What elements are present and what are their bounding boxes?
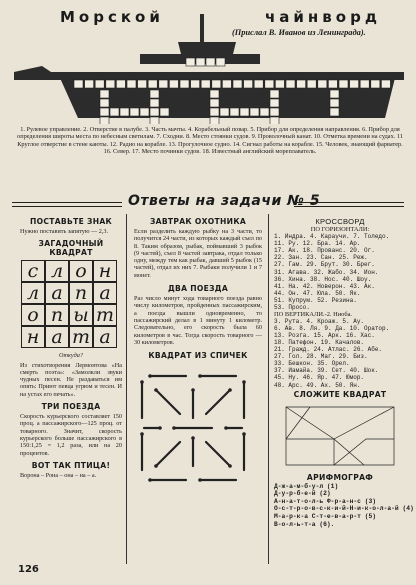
answer-line: В-о-л-ь-т-а (6). bbox=[274, 520, 335, 528]
whence-title: Откуда? bbox=[59, 352, 83, 360]
vertical-title: ПО ВЕРТИКАЛИ.-2. Ниоба. bbox=[274, 310, 353, 318]
answer-line: 45. Ну. 46. Яр. 47. Юмор. bbox=[274, 374, 365, 382]
column-2 bbox=[134, 217, 262, 502]
word-square-cell: н bbox=[21, 326, 45, 348]
word-square-cell: т bbox=[93, 304, 117, 326]
chainword-cell bbox=[95, 80, 104, 88]
answer-line: 37. Иамайа. 39. Сет. 40. Шок. bbox=[274, 367, 379, 375]
column-1 bbox=[20, 217, 122, 479]
matches-title: КВАДРАТ ИЗ СПИЧЕК bbox=[148, 351, 248, 361]
chainword-cell bbox=[307, 80, 316, 88]
chainword-cell bbox=[220, 108, 229, 116]
word-square-cell: о bbox=[21, 304, 45, 326]
sign-text: Нужно поставить запятую — 2,3. bbox=[20, 228, 109, 235]
chainword-cell bbox=[150, 117, 159, 124]
chainword-cell bbox=[381, 80, 390, 88]
chainword-cell bbox=[100, 108, 109, 116]
answer-line: 13. Розга. 15. Арк. 16. Хас. bbox=[274, 332, 375, 340]
answer-line: 22. Зан. 23. Сан. 25. Реж. bbox=[274, 254, 368, 262]
word-square-cell: а bbox=[93, 282, 117, 304]
answer-line: 33. Бешкон. 35. Орел. bbox=[274, 360, 350, 368]
word-square-row bbox=[21, 304, 121, 326]
answer-line: 31. Агава. 32. Жабо. 34. Ион. bbox=[274, 268, 379, 276]
answer-line: 11. Ру. 12. Бра. 14. Ар. bbox=[274, 240, 361, 248]
chainword-cell bbox=[265, 80, 274, 88]
chainword-cell bbox=[150, 99, 159, 107]
chainword-cell bbox=[148, 80, 157, 88]
answers-title: Ответы на задачи № 5 bbox=[128, 193, 321, 209]
answers-banner bbox=[12, 192, 404, 214]
word-square-cell: ы bbox=[69, 304, 93, 326]
answer-line: 27. Гол. 28. Маг. 29. Биз. bbox=[274, 353, 368, 361]
chainword-cell bbox=[210, 90, 219, 98]
bird-title: ВОТ ТАК ПТИЦА! bbox=[31, 460, 111, 470]
answer-line: Д-ж-а-м-б-у-л (1) bbox=[274, 482, 339, 490]
chainword-cell bbox=[297, 80, 306, 88]
word-square-row bbox=[21, 282, 121, 304]
puzzle-credit: (Прислал В. Иванов из Ленинграда). bbox=[232, 28, 366, 37]
trains-text: Скорость курьерского составляет 150 проц. а пассажирского—125 проц. от товарного. Значит, скорость курьерского больше пассажирского в 150:1,25 = 1,2 раза, или на 20 процентов. bbox=[20, 413, 122, 457]
answer-line: 3. Рута. 4. Кроаж. 5. Ау. bbox=[274, 318, 365, 326]
chainword-cell bbox=[138, 80, 147, 88]
answer-line: 44. Он. 47. Юла. 50. Як. bbox=[274, 289, 361, 297]
chainword-cell bbox=[330, 108, 339, 116]
chainword-cell bbox=[201, 80, 210, 88]
answer-line: М-а-р-к-а С-т-е-в-а-р-т (5) bbox=[274, 512, 377, 520]
chainword-cell bbox=[169, 80, 178, 88]
chainword-cell bbox=[210, 117, 219, 124]
word-square-cell: п bbox=[69, 282, 93, 304]
chainword-cell bbox=[230, 108, 239, 116]
answer-line: 18. Патефон. 19. Качалов. bbox=[274, 339, 365, 347]
chainword-cell bbox=[222, 80, 231, 88]
chainword-cell bbox=[286, 80, 295, 88]
chainword-cell bbox=[270, 99, 279, 107]
chainword-cell bbox=[240, 108, 249, 116]
word-square bbox=[21, 260, 121, 348]
fold-square-title: СЛОЖИТЕ КВАДРАТ bbox=[293, 389, 387, 399]
chainword-cell bbox=[270, 108, 279, 116]
whence-text: Из стихотворения Лермонтова «На смерть поэта»: «Замолкли звуки чудных песен. Не раздаваться им опять: Приют певца угрюм и тесен. И на устах его печать». bbox=[20, 361, 122, 398]
word-square-cell: п bbox=[45, 304, 69, 326]
chainword-cell bbox=[318, 80, 327, 88]
chainword-cell bbox=[330, 99, 339, 107]
chainword-cell bbox=[244, 80, 253, 88]
chainword-cell bbox=[216, 58, 225, 66]
word-square-row bbox=[21, 326, 121, 348]
bird-text: Ворона – Рона – она – на – а. bbox=[20, 471, 97, 479]
chainword-cell bbox=[74, 80, 83, 88]
chainword-cell bbox=[85, 80, 94, 88]
sign-title: ПОСТАВЬТЕ ЗНАК bbox=[29, 217, 113, 226]
chainword-cell bbox=[196, 58, 205, 66]
word-square-cell: о bbox=[69, 260, 93, 282]
horizontal-title: ПО ГОРИЗОНТАЛИ: bbox=[310, 226, 370, 233]
ship-waterline bbox=[14, 72, 404, 80]
breakfast-title: ЗАВТРАК ОХОТНИКА bbox=[149, 217, 247, 226]
chainword-cell bbox=[186, 58, 195, 66]
chainword-cell bbox=[159, 80, 168, 88]
chainword-cell bbox=[330, 90, 339, 98]
answer-line: 48. Арс. 49. Ах. 50. Ян. bbox=[274, 381, 361, 389]
chainword-cell bbox=[130, 108, 139, 116]
chainword-cell bbox=[339, 80, 348, 88]
chainword-cell bbox=[270, 117, 279, 124]
word-square-cell: л bbox=[45, 260, 69, 282]
chainword-cell bbox=[210, 108, 219, 116]
puzzle-title-left: Морской bbox=[60, 8, 164, 26]
chainword-cell bbox=[260, 108, 269, 116]
chainword-cell bbox=[210, 99, 219, 107]
chainword-cell bbox=[160, 108, 169, 116]
horizontal-answers bbox=[274, 233, 406, 311]
ship-chainword-grid bbox=[0, 14, 416, 124]
answer-line: 51. Купрум. 52. Резина. bbox=[274, 296, 357, 304]
chainword-cell bbox=[106, 80, 115, 88]
square-title: ЗАГАДОЧНЫЙ КВАДРАТ bbox=[38, 239, 104, 258]
answer-line: О-с-т-р-о-в-с-к-и-й-Н-и-к-о-л-а-й (4) bbox=[274, 505, 414, 513]
two-trains-text: Раз число минут хода товарного поезда равно числу километров, пройденных пассажирским, а поезда вышли одновременно, то пассажирский делал в 1 минуту 1 километр. Следовательно, его скорость была 60 километров в час. Тогда скорость товарного — 30 километров. bbox=[134, 295, 262, 346]
chainword-cell bbox=[100, 99, 109, 107]
arithmograph-answers bbox=[274, 482, 414, 529]
answer-line: 27. Гам. 29. Брут. 30. Брег. bbox=[274, 261, 375, 269]
word-square-row bbox=[21, 260, 121, 282]
chainword-cell bbox=[212, 80, 221, 88]
word-square-cell: н bbox=[93, 260, 117, 282]
answer-line: 41. На. 42. Новерон. 43. Ак. bbox=[274, 282, 375, 290]
arithmograph-title: АРИФМОГРАФ bbox=[306, 472, 374, 482]
chainword-cell bbox=[350, 80, 359, 88]
column-3 bbox=[274, 217, 414, 528]
answer-line: 36. Хина. 38. Нос. 40. Шоу. bbox=[274, 275, 372, 283]
chainword-cell bbox=[254, 80, 263, 88]
chainword-cell bbox=[275, 80, 284, 88]
vertical-answers bbox=[274, 318, 406, 388]
trains-title: ТРИ ПОЕЗДА bbox=[41, 402, 101, 412]
breakfast-text: Если разделить каждую рыбку на 3 части, то получится 24 части, из которых каждый съел по 8. Таким образом, рыбак, поймавший 3 рыбок (9 частей), съел 8 частей завтрака, отдал только одну, между тем как рыбак, давший 5 рыбок (15 частей), отдал их них 7. Рыбаки получили 1 и 7 монет. bbox=[134, 228, 262, 279]
answer-line: А-н-а-т-о-л-ь Ф-р-а-н-с (3) bbox=[274, 497, 377, 505]
word-square-cell: с bbox=[21, 260, 45, 282]
chainword-cell bbox=[233, 80, 242, 88]
puzzle-clues: 1. Рулевое управление. 2. Отверстие в палубе. 3. Часть мачты. 4. Корабельный повар. 5. Прибор для определения направления. 6. Прибор для определения широты места по небесным светилам. 7. Сходни. 8. Место стоянки судов. 9. Проволочный канат. 10. Отметка времени на судах. 11 Круглое отверстие в стене каюты. 12. Радио на корабле. 13. Прогулочное судно. 14. Сигнал работы на корабле. 15. Человек, знающий фарватер. 16. Север. 17. Место починки судов. 18. Известный английский мореплаватель. bbox=[17, 126, 403, 156]
chainword-cell bbox=[127, 80, 136, 88]
page-number: 126 bbox=[18, 564, 39, 575]
chainword-cell bbox=[100, 117, 109, 124]
chainword-cell bbox=[150, 108, 159, 116]
chainword-cell bbox=[116, 80, 125, 88]
chainword-cell bbox=[250, 108, 259, 116]
chainword-cell bbox=[150, 90, 159, 98]
word-square-cell: а bbox=[45, 326, 69, 348]
answer-line: 53. Просо. bbox=[274, 303, 311, 311]
fold-square-figure bbox=[274, 399, 406, 471]
chainword-cell bbox=[328, 80, 337, 88]
chainword-cell bbox=[140, 108, 149, 116]
answer-line: Д-у-р-б-е-й (2) bbox=[274, 490, 331, 498]
chainword-cell bbox=[110, 108, 119, 116]
chainword-cell bbox=[180, 80, 189, 88]
answer-line: 1. Индра. 4. Караучи. 7. Толедо. bbox=[274, 233, 390, 241]
word-square-cell: а bbox=[93, 326, 117, 348]
answer-line: 17. Ак. 18. Прованс. 20. Ог. bbox=[274, 247, 375, 255]
two-trains-title: ДВА ПОЕЗДА bbox=[167, 284, 229, 294]
chainword-cell bbox=[206, 58, 215, 66]
answer-line: 21. Гражд. 24. Атлас. 26. Абе. bbox=[274, 346, 383, 354]
chainword-cell bbox=[270, 90, 279, 98]
matches-figure bbox=[134, 362, 262, 502]
answer-line: 6. Ав. 8. Ля. 9. Да. 10. Оратор. bbox=[274, 325, 390, 333]
chainword-cell bbox=[100, 90, 109, 98]
chainword-cell bbox=[120, 108, 129, 116]
word-square-cell: л bbox=[21, 282, 45, 304]
chainword-cell bbox=[191, 80, 200, 88]
word-square-cell: а bbox=[45, 282, 69, 304]
word-square-cell: т bbox=[69, 326, 93, 348]
puzzle-title-right: чайнворд bbox=[265, 8, 381, 26]
chainword-cell bbox=[360, 80, 369, 88]
chainword-cell bbox=[371, 80, 380, 88]
crossword-title: КРОССВОРД bbox=[315, 217, 365, 226]
